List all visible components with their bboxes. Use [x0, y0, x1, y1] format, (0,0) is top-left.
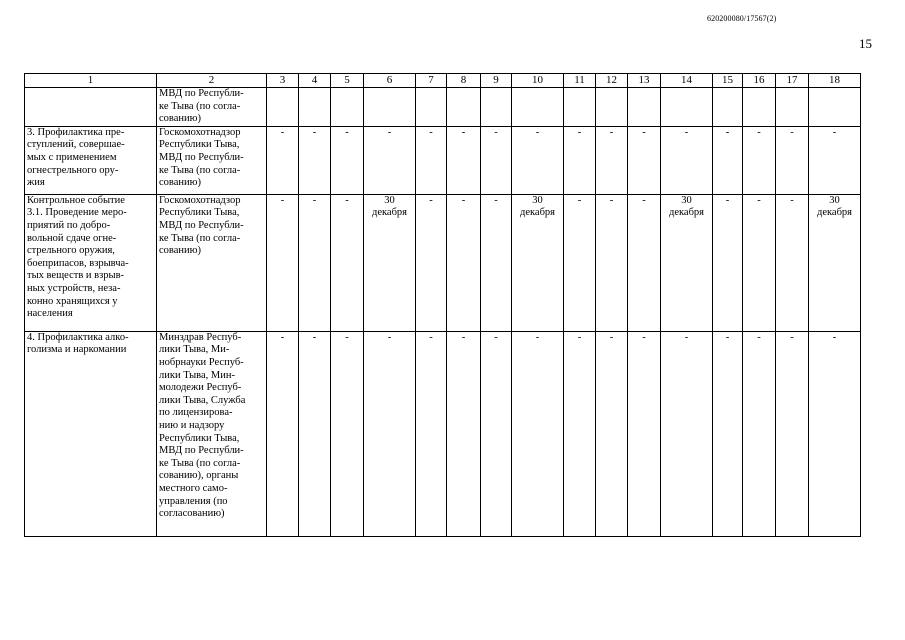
value-cell: - [299, 126, 331, 194]
responsible-cell: МВД по Республи- ке Тыва (по согла- сованию) [157, 88, 267, 127]
value-cell [416, 88, 447, 127]
header-cell: 10 [512, 74, 564, 88]
header-cell: 17 [776, 74, 809, 88]
value-cell: 30 декабря [661, 194, 713, 331]
value-cell: - [267, 194, 299, 331]
value-cell: 30 декабря [364, 194, 416, 331]
value-cell: - [416, 194, 447, 331]
value-cell: - [331, 331, 364, 536]
responsible-cell: Минздрав Респуб- лики Тыва, Ми- нобрнауки Респуб- лики Тыва, Мин- молодежи Респуб- лики Тыва, Служба по лицензирова- нию и надзору Республики Тыва, МВД по Республи- ке Тыва (по согла- сованию), органы местного само- управления (по согласованию) [157, 331, 267, 536]
header-cell: 5 [331, 74, 364, 88]
value-cell: - [267, 331, 299, 536]
value-cell: - [713, 331, 743, 536]
value-cell: - [776, 331, 809, 536]
value-cell [628, 88, 661, 127]
activity-cell: 4. Профилактика алко- голизма и наркомании [25, 331, 157, 536]
value-cell [447, 88, 481, 127]
header-cell: 1 [25, 74, 157, 88]
value-cell: - [481, 126, 512, 194]
value-cell [299, 88, 331, 127]
value-cell [512, 88, 564, 127]
value-cell: - [809, 331, 861, 536]
header-cell: 16 [743, 74, 776, 88]
value-cell: - [447, 331, 481, 536]
value-cell [713, 88, 743, 127]
table-row [25, 126, 861, 194]
header-row [25, 74, 861, 88]
value-cell: - [447, 126, 481, 194]
value-cell [364, 88, 416, 127]
header-cell: 2 [157, 74, 267, 88]
value-cell: - [564, 331, 596, 536]
header-cell: 15 [713, 74, 743, 88]
header-cell: 3 [267, 74, 299, 88]
value-cell: - [267, 126, 299, 194]
value-cell: - [661, 126, 713, 194]
value-cell [596, 88, 628, 127]
value-cell: 30 декабря [512, 194, 564, 331]
header-cell: 7 [416, 74, 447, 88]
header-cell: 6 [364, 74, 416, 88]
value-cell: - [596, 194, 628, 331]
value-cell: - [596, 331, 628, 536]
value-cell [331, 88, 364, 127]
document-code: 620200080/17567(2) [707, 14, 777, 23]
value-cell: - [628, 194, 661, 331]
value-cell: - [364, 126, 416, 194]
plan-table [24, 73, 861, 537]
value-cell: - [564, 126, 596, 194]
value-cell: - [661, 331, 713, 536]
value-cell: - [512, 331, 564, 536]
responsible-cell: Госкомохотнадзор Республики Тыва, МВД по Республи- ке Тыва (по согла- сованию) [157, 194, 267, 331]
responsible-cell: Госкомохотнадзор Республики Тыва, МВД по Республи- ке Тыва (по согла- сованию) [157, 126, 267, 194]
value-cell: - [743, 126, 776, 194]
value-cell: - [809, 126, 861, 194]
activity-cell: 3. Профилактика пре- ступлений, совершае- мых с применением огнестрельного ору- жия [25, 126, 157, 194]
value-cell: - [628, 126, 661, 194]
value-cell: - [743, 194, 776, 331]
header-cell: 9 [481, 74, 512, 88]
value-cell: - [512, 126, 564, 194]
value-cell: - [331, 126, 364, 194]
value-cell: - [713, 194, 743, 331]
value-cell [267, 88, 299, 127]
value-cell [564, 88, 596, 127]
value-cell: - [743, 331, 776, 536]
value-cell: - [416, 331, 447, 536]
value-cell: - [628, 331, 661, 536]
value-cell: - [713, 126, 743, 194]
table-row [25, 194, 861, 331]
header-cell: 14 [661, 74, 713, 88]
value-cell: - [299, 194, 331, 331]
value-cell [481, 88, 512, 127]
value-cell [809, 88, 861, 127]
header-cell: 4 [299, 74, 331, 88]
value-cell: - [416, 126, 447, 194]
header-cell: 8 [447, 74, 481, 88]
value-cell: - [596, 126, 628, 194]
table-row [25, 88, 861, 127]
value-cell: - [331, 194, 364, 331]
value-cell: 30 декабря [809, 194, 861, 331]
value-cell: - [447, 194, 481, 331]
value-cell: - [776, 126, 809, 194]
header-cell: 12 [596, 74, 628, 88]
header-cell: 13 [628, 74, 661, 88]
header-cell: 11 [564, 74, 596, 88]
value-cell: - [481, 194, 512, 331]
activity-cell [25, 88, 157, 127]
table-row [25, 331, 861, 536]
page-number: 15 [859, 36, 872, 51]
value-cell [743, 88, 776, 127]
value-cell: - [776, 194, 809, 331]
value-cell: - [364, 331, 416, 536]
value-cell [776, 88, 809, 127]
value-cell: - [299, 331, 331, 536]
value-cell: - [481, 331, 512, 536]
activity-cell: Контрольное событие 3.1. Проведение меро- приятий по добро- вольной сдаче огне- стрельного оружия, боеприпасов, взрывча- тых веществ и взрыв- ных устройств, неза- конно хранящихся у населения [25, 194, 157, 331]
value-cell [661, 88, 713, 127]
value-cell: - [564, 194, 596, 331]
header-cell: 18 [809, 74, 861, 88]
